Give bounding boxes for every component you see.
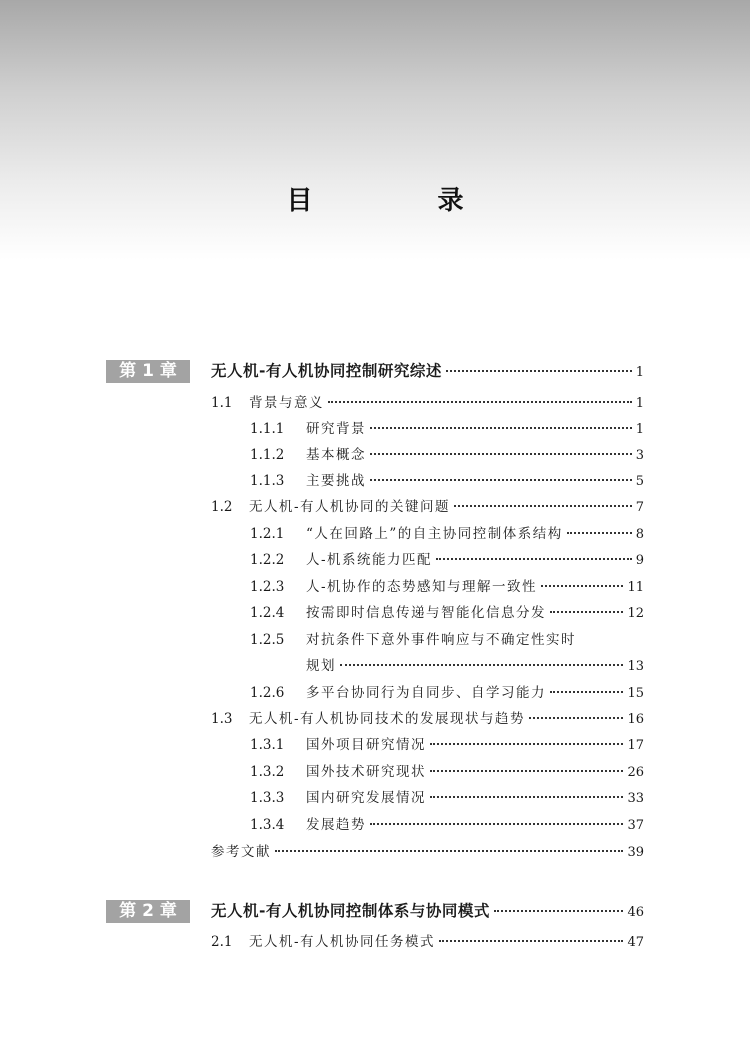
toc-title: 多平台协同行为自同步、自学习能力 xyxy=(306,685,546,701)
toc-title: 基本概念 xyxy=(306,447,366,463)
toc-page: 12 xyxy=(627,606,644,621)
toc-page: 33 xyxy=(627,791,644,806)
page-title: 目 录 xyxy=(286,186,522,216)
toc-title: 国外技术研究现状 xyxy=(306,764,426,780)
toc-entry[interactable] xyxy=(250,814,644,836)
dot-leader xyxy=(370,453,632,455)
dot-leader xyxy=(541,585,623,587)
toc-title: 国内研究发展情况 xyxy=(306,790,426,806)
toc-number: 1.3.4 xyxy=(250,817,285,833)
toc-number: 1.2.5 xyxy=(250,632,285,648)
toc-title-continuation: 规划 xyxy=(306,658,336,674)
dot-leader xyxy=(439,940,623,942)
toc-number: 1.3.1 xyxy=(250,737,285,753)
toc-entry[interactable] xyxy=(250,761,644,783)
toc-title: 无人机-有人机协同技术的发展现状与趋势 xyxy=(249,711,526,727)
toc-number: 1.2 xyxy=(211,499,233,515)
toc-page: 5 xyxy=(635,474,644,489)
toc-title: 发展趋势 xyxy=(306,817,366,833)
toc-title: 研究背景 xyxy=(306,421,366,437)
dot-leader xyxy=(454,505,632,507)
toc-number: 1.2.4 xyxy=(250,605,285,621)
toc-title: 主要挑战 xyxy=(306,473,366,489)
toc-number: 1.1 xyxy=(211,395,233,411)
toc-title: 无人机-有人机协同控制体系与协同模式 xyxy=(211,902,490,920)
dot-leader xyxy=(567,532,632,534)
toc-title: 人-机协作的态势感知与理解一致性 xyxy=(306,579,538,595)
toc-entry[interactable] xyxy=(211,931,644,953)
toc-chapter-entry[interactable] xyxy=(211,360,644,382)
toc-title: 无人机-有人机协同的关键问题 xyxy=(249,499,451,515)
toc-page: 39 xyxy=(627,845,644,860)
toc-entry[interactable] xyxy=(250,787,644,809)
toc-number: 2.1 xyxy=(211,934,233,950)
toc-title: 国外项目研究情况 xyxy=(306,737,426,753)
toc-entry-continuation[interactable] xyxy=(306,655,644,677)
toc-title: 背景与意义 xyxy=(249,395,324,411)
dot-leader xyxy=(550,691,623,693)
toc-page: 13 xyxy=(627,659,644,674)
toc-number: 1.1.3 xyxy=(250,473,285,489)
toc-number: 1.2.6 xyxy=(250,685,285,701)
toc-title: 按需即时信息传递与智能化信息分发 xyxy=(306,605,546,621)
toc-number: 1.2.2 xyxy=(250,552,285,568)
toc-number: 1.1.1 xyxy=(250,421,285,437)
dot-leader xyxy=(430,796,623,798)
toc-entry[interactable] xyxy=(250,682,644,704)
toc-title: 对抗条件下意外事件响应与不确定性实时 xyxy=(306,632,576,648)
toc-page: 1 xyxy=(635,396,644,411)
toc-number: 1.3.2 xyxy=(250,764,285,780)
toc-page: 37 xyxy=(627,818,644,833)
toc-chapter-entry[interactable] xyxy=(211,900,644,922)
toc-page: 11 xyxy=(627,580,644,595)
toc-entry[interactable] xyxy=(250,418,644,440)
toc-number: 1.2.3 xyxy=(250,579,285,595)
toc-entry[interactable] xyxy=(250,602,644,624)
toc-entry[interactable] xyxy=(211,708,644,730)
toc-title: 参考文献 xyxy=(211,844,271,860)
dot-leader xyxy=(550,611,623,613)
dot-leader xyxy=(430,743,623,745)
toc-number: 1.2.1 xyxy=(250,526,285,542)
dot-leader xyxy=(370,427,632,429)
toc-page: 26 xyxy=(627,765,644,780)
toc-entry[interactable] xyxy=(211,392,644,414)
dot-leader xyxy=(430,770,623,772)
dot-leader xyxy=(275,850,623,852)
toc-page: 1 xyxy=(635,365,644,380)
toc-title: “人在回路上”的自主协同控制体系结构 xyxy=(306,526,563,542)
dot-leader xyxy=(370,479,632,481)
dot-leader xyxy=(370,823,623,825)
toc-page: 1 xyxy=(635,422,644,437)
dot-leader xyxy=(494,910,624,912)
toc-page: 8 xyxy=(635,527,644,542)
toc-entry[interactable] xyxy=(211,496,644,518)
toc-entry[interactable] xyxy=(250,734,644,756)
toc-number: 1.1.2 xyxy=(250,447,285,463)
toc-entry[interactable] xyxy=(250,444,644,466)
toc-entry[interactable] xyxy=(250,576,644,598)
toc-entry[interactable] xyxy=(250,549,644,571)
dot-leader xyxy=(446,370,632,372)
toc-title: 人-机系统能力匹配 xyxy=(306,552,433,568)
toc-title: 无人机-有人机协同控制研究综述 xyxy=(211,362,442,380)
toc-page: 9 xyxy=(635,553,644,568)
dot-leader xyxy=(529,717,623,719)
toc-page: 3 xyxy=(635,448,644,463)
header-band xyxy=(0,0,750,260)
toc-number: 1.3.3 xyxy=(250,790,285,806)
toc-title: 无人机-有人机协同任务模式 xyxy=(249,934,436,950)
toc-number: 1.3 xyxy=(211,711,233,727)
toc-page: 15 xyxy=(627,686,644,701)
toc-page: 7 xyxy=(635,500,644,515)
toc-page: 46 xyxy=(627,905,644,920)
toc-entry[interactable] xyxy=(250,470,644,492)
toc-page: 17 xyxy=(627,738,644,753)
toc-entry[interactable] xyxy=(211,841,644,863)
toc-entry[interactable] xyxy=(250,629,576,651)
toc-page: 16 xyxy=(627,712,644,727)
chapter-label: 第 2 章 xyxy=(106,900,190,923)
chapter-label: 第 1 章 xyxy=(106,360,190,383)
dot-leader xyxy=(340,664,623,666)
toc-page: 47 xyxy=(627,935,644,950)
dot-leader xyxy=(328,401,632,403)
dot-leader xyxy=(436,558,632,560)
toc-entry[interactable] xyxy=(250,523,644,545)
